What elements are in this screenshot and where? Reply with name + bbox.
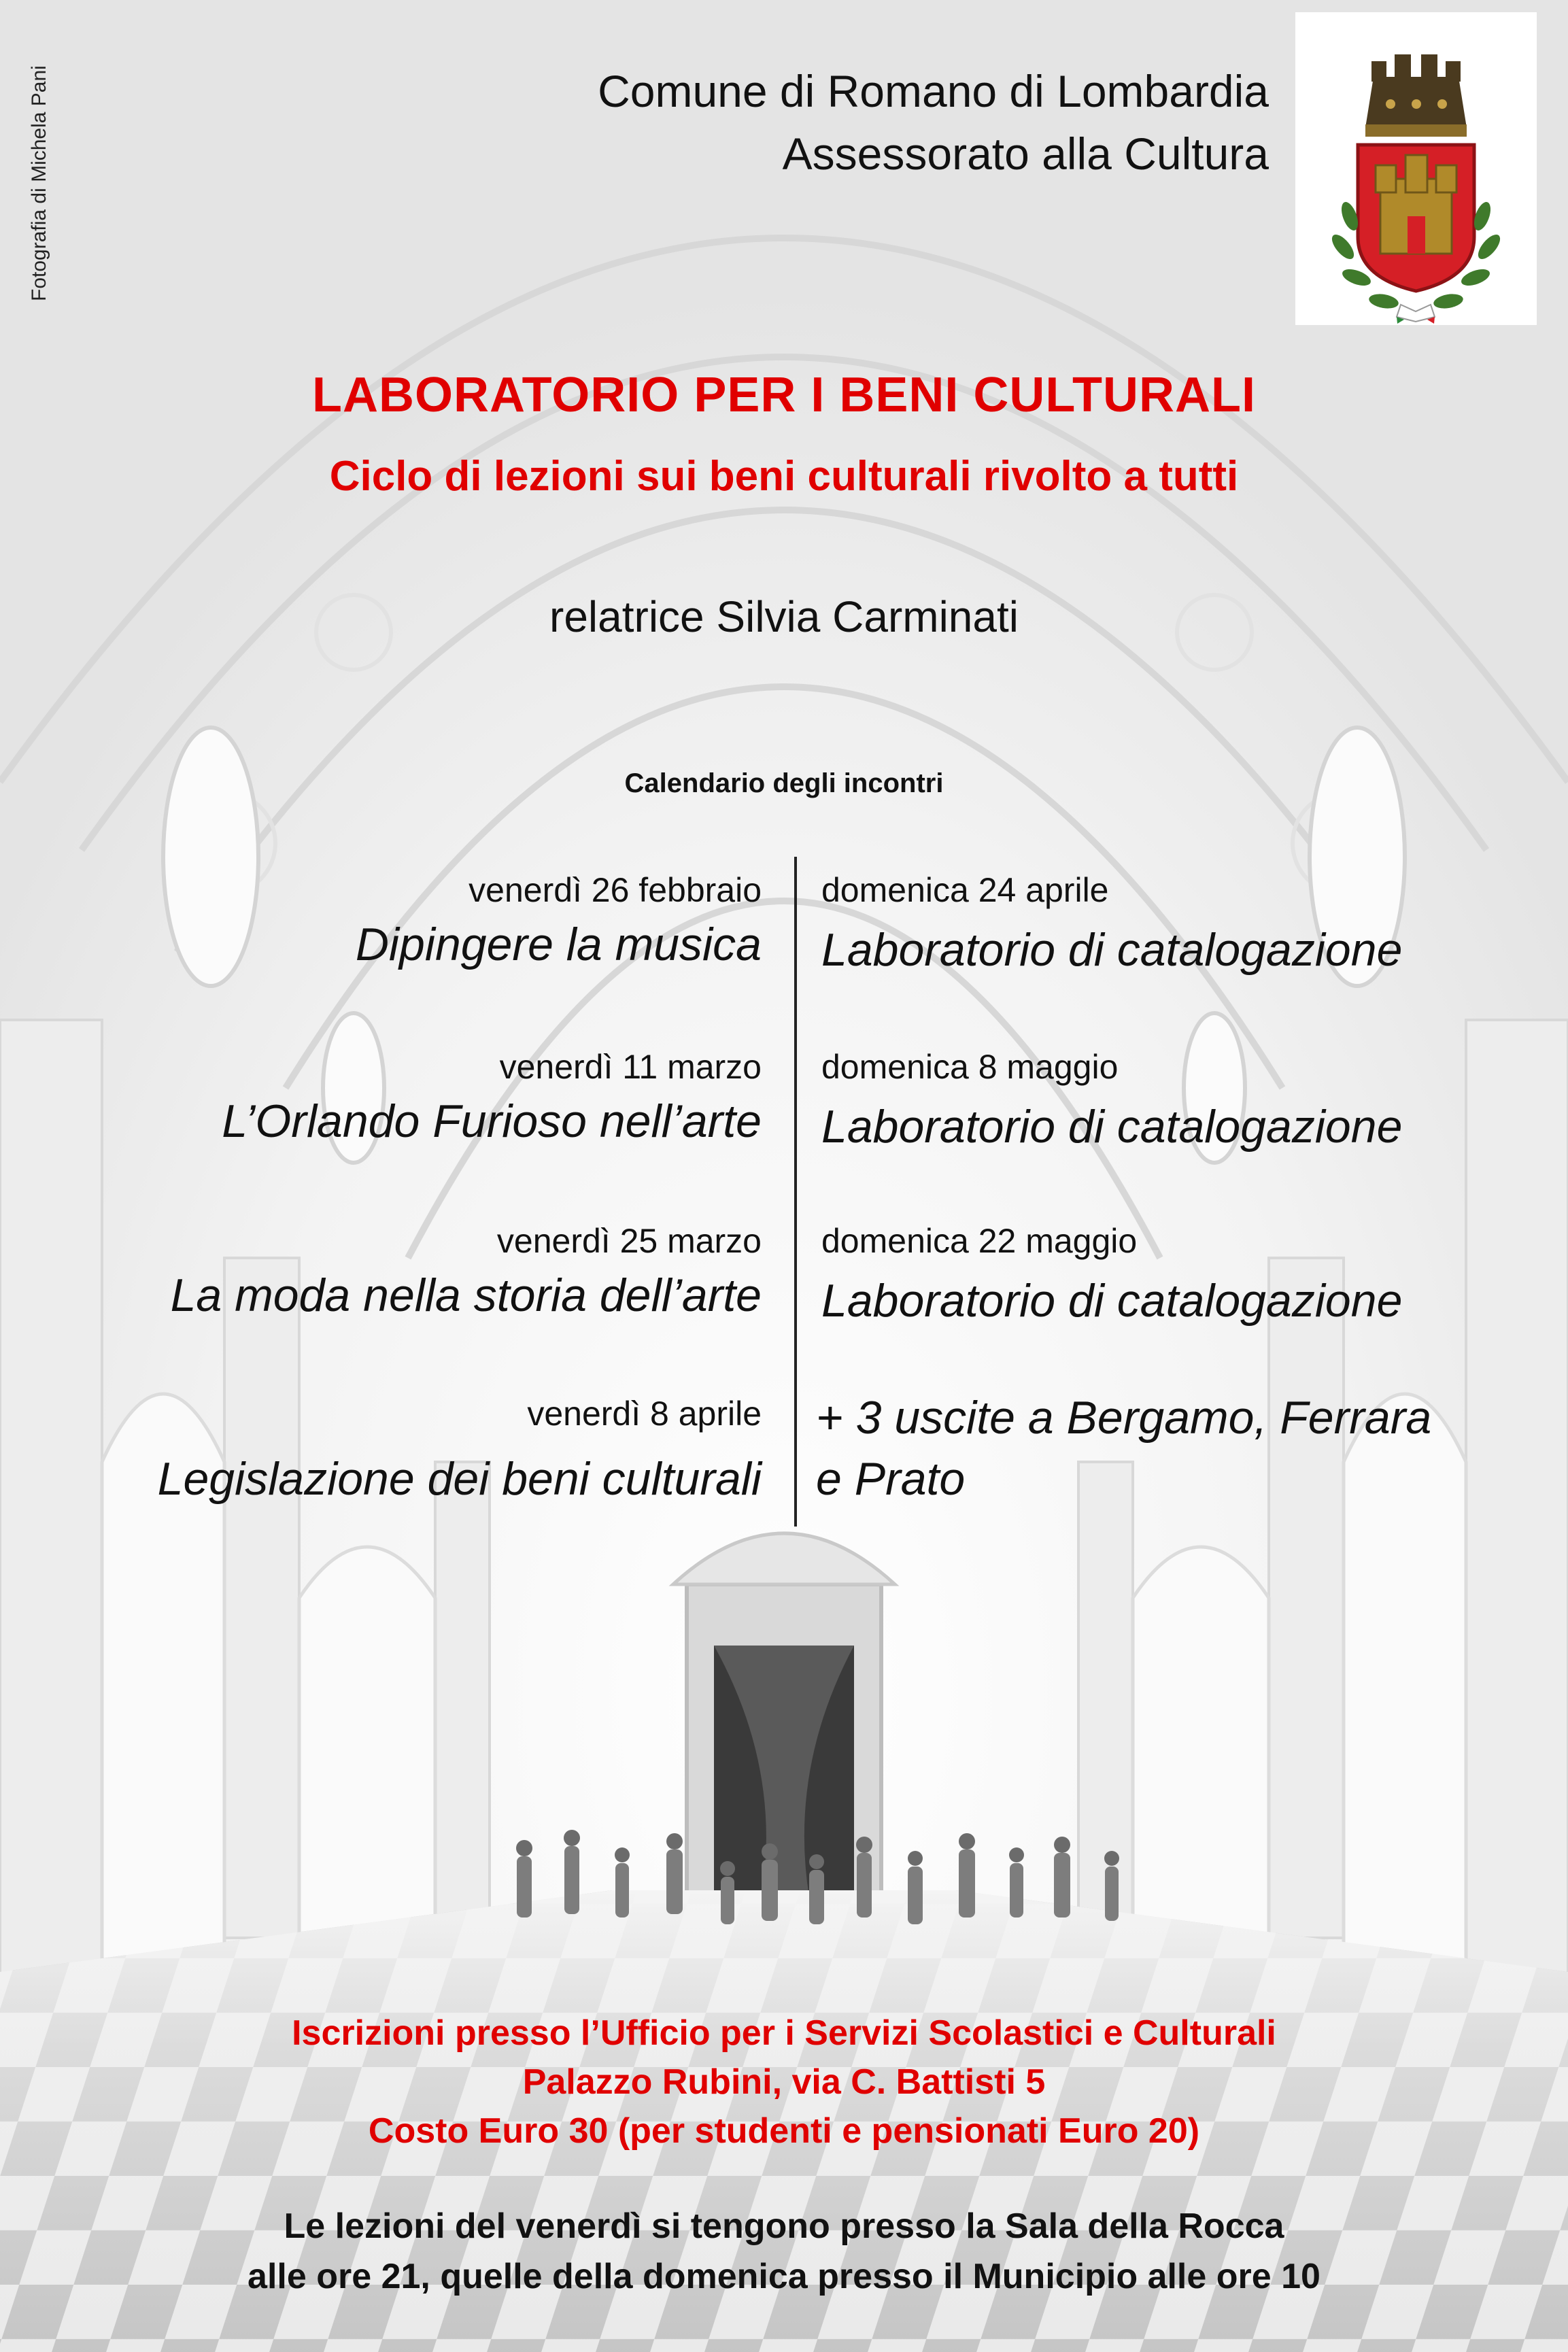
friday-event-title: Legislazione dei beni culturali — [157, 1453, 762, 1505]
sunday-event-date: domenica 8 maggio — [821, 1048, 1119, 1086]
municipality-name: Comune di Romano di Lombardia — [598, 66, 1269, 116]
course-subtitle: Ciclo di lezioni sui beni culturali rivolto a tutti — [329, 453, 1239, 500]
sunday-event-title: Laboratorio di catalogazione — [821, 1275, 1403, 1327]
friday-event-date: venerdì 8 aprile — [527, 1395, 762, 1433]
calendar-heading: Calendario degli incontri — [624, 768, 944, 798]
schedule-note-line: Le lezioni del venerdì si tengono presso la Sala della Rocca — [284, 2206, 1284, 2246]
municipal-coat-of-arms-icon — [1295, 12, 1537, 325]
registration-address: Palazzo Rubini, via C. Battisti 5 — [522, 2062, 1046, 2102]
sunday-event-date: domenica 24 aprile — [821, 871, 1109, 909]
crest-panel — [1295, 12, 1537, 325]
calendar-divider — [794, 857, 797, 1527]
department-name: Assessorato alla Cultura — [782, 129, 1269, 179]
registration-office: Iscrizioni presso l’Ufficio per i Servizi Scolastici e Culturali — [292, 2013, 1276, 2053]
extra-trips-line: e Prato — [816, 1453, 966, 1505]
friday-event-date: venerdì 11 marzo — [499, 1048, 762, 1086]
friday-event-date: venerdì 26 febbraio — [468, 871, 762, 909]
registration-cost: Costo Euro 30 (per studenti e pensionati Euro 20) — [368, 2111, 1200, 2151]
friday-event-title: La moda nella storia dell’arte — [170, 1269, 762, 1321]
photo-credit: Fotografia di Michela Pani — [28, 65, 50, 302]
sunday-event-title: Laboratorio di catalogazione — [821, 1101, 1403, 1153]
speaker-name: relatrice Silvia Carminati — [549, 592, 1019, 641]
schedule-note-line: alle ore 21, quelle della domenica presso il Municipio alle ore 10 — [248, 2257, 1320, 2296]
friday-event-title: Dipingere la musica — [355, 919, 762, 970]
sunday-event-title: Laboratorio di catalogazione — [821, 924, 1403, 976]
extra-trips-line: + 3 uscite a Bergamo, Ferrara — [816, 1392, 1432, 1444]
sunday-event-date: domenica 22 maggio — [821, 1222, 1138, 1260]
course-title: LABORATORIO PER I BENI CULTURALI — [312, 368, 1256, 422]
friday-event-title: L’Orlando Furioso nell’arte — [222, 1095, 762, 1147]
friday-event-date: venerdì 25 marzo — [496, 1222, 762, 1260]
